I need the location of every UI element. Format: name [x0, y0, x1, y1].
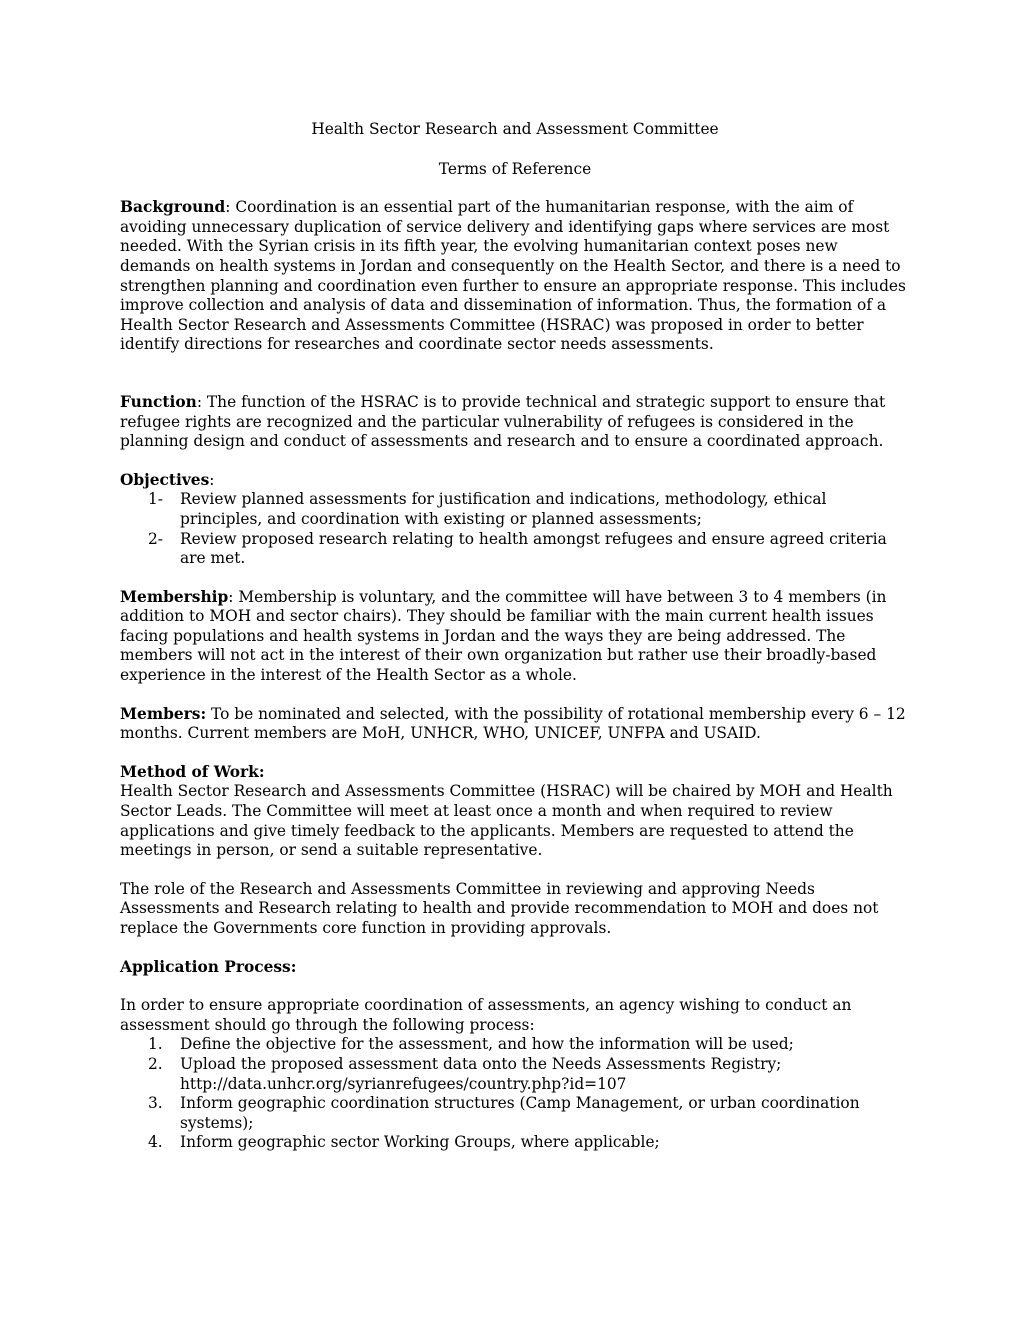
list-item-text: Define the objective for the assessment, and how the information will be used;: [180, 1035, 794, 1054]
background-label: Background: [120, 198, 226, 217]
members-text: To be nominated and selected, with the possibility of rotational membership every 6 – 12 months. Current members are MoH, UNHCR, WHO, UNICEF, UNFPA and USAID.: [120, 704, 906, 743]
application-intro: In order to ensure appropriate coordination of assessments, an agency wishing to conduct an assessment should go through the following process:: [120, 996, 852, 1034]
list-item-text: Inform geographic coordination structures (Camp Management, or urban coordination systems);: [180, 1094, 860, 1132]
list-item-number: 3.: [148, 1094, 163, 1113]
list-item-number: 2.: [148, 1054, 163, 1073]
membership-label: Membership: [120, 587, 229, 606]
method-section: [120, 763, 910, 861]
application-list: [120, 1035, 910, 1153]
objectives-list: [120, 490, 910, 568]
list-item: [120, 1035, 910, 1055]
list-item: [120, 490, 910, 529]
membership-text: : Membership is voluntary, and the committee will have between 3 to 4 members (in addition to MOH and sector chairs). They should be familiar with the main current health issues facing populations and health systems in Jordan and the ways they are being addressed. The members will not act in the interest of their own organization but rather use their broadly-based experience in the interest of the Health Sector as a whole.: [120, 587, 887, 685]
function-text: : The function of the HSRAC is to provide technical and strategic support to ensure that refugee rights are recognized and the particular vulnerability of refugees is considered in the planning design and conduct of assessments and research and to ensure a coordinated approach.: [120, 392, 886, 451]
function-section: [120, 393, 910, 452]
application-section: [120, 958, 910, 978]
list-item-number: 2-: [148, 529, 163, 548]
objectives-colon: :: [209, 470, 215, 489]
objectives-section: [120, 471, 910, 569]
list-item: [120, 1055, 910, 1094]
list-item: [120, 530, 910, 569]
list-item: [120, 1094, 910, 1133]
membership-section: [120, 588, 910, 686]
list-item-number: 1.: [148, 1035, 163, 1054]
document-page: [120, 120, 910, 1153]
document-title: Health Sector Research and Assessment Committee: [311, 120, 719, 138]
list-item-number: 1-: [148, 490, 163, 509]
list-item-text: Review proposed research relating to health amongst refugees and ensure agreed criteria are met.: [180, 529, 887, 568]
members-section: [120, 705, 910, 744]
members-label: Members:: [120, 704, 207, 723]
application-label: Application Process:: [120, 957, 297, 976]
registry-link[interactable]: http://data.unhcr.org/syrianrefugees/country.php?id=107: [180, 1074, 627, 1093]
objectives-label: Objectives: [120, 470, 210, 489]
background-section: [120, 198, 910, 355]
list-item: [120, 1133, 910, 1153]
list-item-text: Review planned assessments for justification and indications, methodology, ethical principles, and coordination with existing or planned assessments;: [180, 490, 827, 528]
list-item-text: Upload the proposed assessment data onto the Needs Assessments Registry;: [180, 1054, 782, 1073]
function-label: Function: [120, 392, 197, 411]
list-item-text: Inform geographic sector Working Groups, where applicable;: [180, 1133, 660, 1152]
background-text: : Coordination is an essential part of the humanitarian response, with the aim of avoiding unnecessary duplication of service delivery and identifying gaps where services are most needed. With the Syrian crisis in its fifth year, the evolving humanitarian context poses new demands on health systems in Jordan and consequently on the Health Sector, and there is a need to strengthen planning and coordination even further to ensure an appropriate response. This includes improve collection and analysis of data and dissemination of information. Thus, the formation of a Health Sector Research and Assessments Committee (HSRAC) was proposed in order to better identify directions for researches and coordinate sector needs assessments.: [120, 198, 906, 354]
method-paragraph-2: The role of the Research and Assessments Committee in reviewing and approving Needs Assessments and Research relating to health and provide recommendation to MOH and does not replace the Governments core function in providing approvals.: [120, 879, 879, 937]
method-paragraph-1: Health Sector Research and Assessments Committee (HSRAC) will be chaired by MOH and Health Sector Leads. The Committee will meet at least once a month and when required to review applications and give timely feedback to the applicants. Members are requested to attend the meetings in person, or send a suitable representative.: [120, 782, 893, 860]
document-subtitle: Terms of Reference: [438, 159, 592, 178]
list-item-number: 4.: [148, 1133, 163, 1152]
method-label: Method of Work:: [120, 762, 265, 781]
application-process: [120, 996, 910, 1153]
